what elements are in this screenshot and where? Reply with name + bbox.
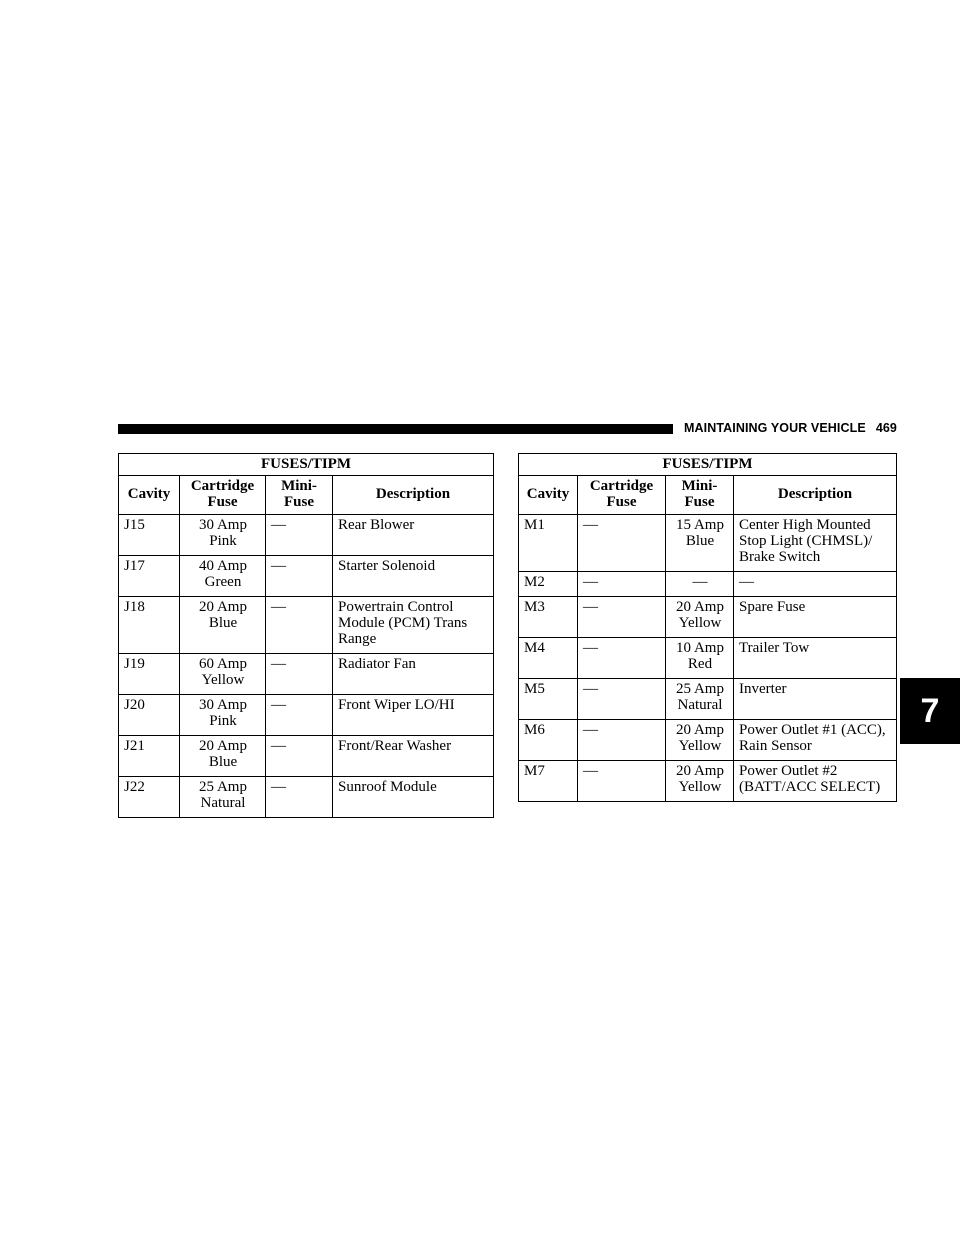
fuse-table-right	[518, 453, 897, 802]
cell-cartridge: —	[578, 679, 666, 720]
cell-cartridge: 60 Amp Yellow	[180, 654, 266, 695]
cell-mini: 10 Amp Red	[666, 638, 734, 679]
table-row	[119, 556, 494, 597]
cell-description: Power Outlet #1 (ACC), Rain Sensor	[734, 720, 897, 761]
table-row	[119, 736, 494, 777]
table-row	[119, 695, 494, 736]
header-rule	[118, 424, 673, 434]
cell-cavity: M5	[519, 679, 578, 720]
page-number: 469	[875, 421, 897, 435]
table-row	[519, 761, 897, 802]
cell-mini: —	[266, 777, 333, 818]
cell-mini: —	[266, 515, 333, 556]
cell-cavity: M4	[519, 638, 578, 679]
col-header-description: Description	[333, 476, 494, 515]
chapter-tab: 7	[900, 678, 960, 744]
cell-cartridge: —	[578, 597, 666, 638]
table-row	[519, 638, 897, 679]
table-title: FUSES/TIPM	[119, 454, 494, 476]
table-row	[119, 597, 494, 654]
cell-description: Trailer Tow	[734, 638, 897, 679]
col-header-mini: Mini-Fuse	[666, 476, 734, 515]
cell-cavity: J17	[119, 556, 180, 597]
cell-cartridge: —	[578, 761, 666, 802]
col-header-cavity: Cavity	[519, 476, 578, 515]
table-title: FUSES/TIPM	[519, 454, 897, 476]
table-row	[519, 679, 897, 720]
cell-cartridge: 30 Amp Pink	[180, 695, 266, 736]
table-row	[519, 515, 897, 572]
running-header	[684, 421, 897, 435]
cell-mini: 25 Amp Natural	[666, 679, 734, 720]
cell-description: Power Outlet #2 (BATT/ACC SELECT)	[734, 761, 897, 802]
cell-mini: 15 Amp Blue	[666, 515, 734, 572]
cell-description: Starter Solenoid	[333, 556, 494, 597]
fuse-table-left	[118, 453, 494, 818]
cell-description: Rear Blower	[333, 515, 494, 556]
cell-cartridge: —	[578, 515, 666, 572]
table-row	[519, 720, 897, 761]
cell-cavity: J18	[119, 597, 180, 654]
cell-description: Inverter	[734, 679, 897, 720]
cell-mini: —	[266, 695, 333, 736]
col-header-cavity: Cavity	[119, 476, 180, 515]
cell-description: Radiator Fan	[333, 654, 494, 695]
cell-cavity: M6	[519, 720, 578, 761]
cell-mini: —	[666, 572, 734, 597]
cell-mini: —	[266, 597, 333, 654]
cell-cartridge: 20 Amp Blue	[180, 736, 266, 777]
cell-cartridge: 20 Amp Blue	[180, 597, 266, 654]
cell-cavity: M2	[519, 572, 578, 597]
table-row	[119, 777, 494, 818]
cell-description: Center High Mounted Stop Light (CHMSL)/ Brake Switch	[734, 515, 897, 572]
cell-mini: 20 Amp Yellow	[666, 720, 734, 761]
col-header-cartridge: Cartridge Fuse	[578, 476, 666, 515]
cell-cavity: M3	[519, 597, 578, 638]
cell-mini: 20 Amp Yellow	[666, 597, 734, 638]
cell-cavity: J21	[119, 736, 180, 777]
cell-cartridge: 30 Amp Pink	[180, 515, 266, 556]
col-header-description: Description	[734, 476, 897, 515]
cell-description: Front/Rear Washer	[333, 736, 494, 777]
cell-cavity: J19	[119, 654, 180, 695]
cell-mini: —	[266, 556, 333, 597]
cell-cartridge: —	[578, 572, 666, 597]
cell-cavity: J15	[119, 515, 180, 556]
col-header-mini: Mini-Fuse	[266, 476, 333, 515]
table-row	[119, 515, 494, 556]
cell-mini: —	[266, 736, 333, 777]
cell-cavity: J20	[119, 695, 180, 736]
cell-cartridge: 40 Amp Green	[180, 556, 266, 597]
table-row	[119, 654, 494, 695]
cell-cartridge: —	[578, 720, 666, 761]
section-title: MAINTAINING YOUR VEHICLE	[684, 421, 866, 435]
cell-description: —	[734, 572, 897, 597]
cell-description: Front Wiper LO/HI	[333, 695, 494, 736]
cell-cavity: J22	[119, 777, 180, 818]
cell-description: Spare Fuse	[734, 597, 897, 638]
col-header-cartridge: Cartridge Fuse	[180, 476, 266, 515]
cell-cartridge: —	[578, 638, 666, 679]
table-row	[519, 572, 897, 597]
cell-mini: —	[266, 654, 333, 695]
cell-mini: 20 Amp Yellow	[666, 761, 734, 802]
cell-description: Powertrain Control Module (PCM) Trans Range	[333, 597, 494, 654]
cell-description: Sunroof Module	[333, 777, 494, 818]
table-row	[519, 597, 897, 638]
cell-cavity: M7	[519, 761, 578, 802]
cell-cavity: M1	[519, 515, 578, 572]
cell-cartridge: 25 Amp Natural	[180, 777, 266, 818]
